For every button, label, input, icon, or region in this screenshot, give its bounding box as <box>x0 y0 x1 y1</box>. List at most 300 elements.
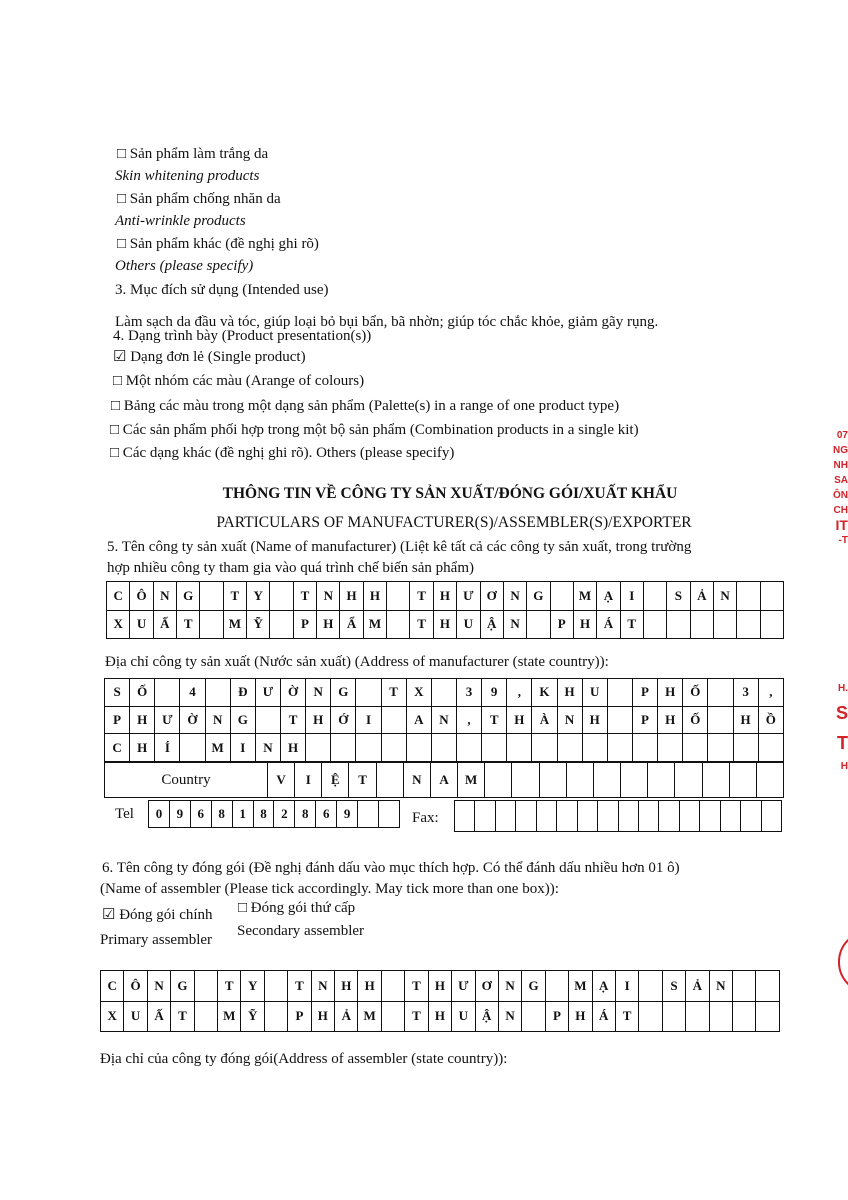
tel-cell: 2 <box>274 801 295 828</box>
country-cell: V <box>268 763 295 798</box>
tel-cell: 6 <box>190 801 211 828</box>
manufacturer-address-cell <box>255 706 280 734</box>
assembler-name-grid <box>100 970 780 1032</box>
manufacturer-address-cell: M <box>205 734 230 762</box>
manufacturer-address-row <box>105 679 784 707</box>
manufacturer-address-cell: H <box>507 706 532 734</box>
manufacturer-address-cell: T <box>381 679 406 707</box>
manufacturer-address-cell: , <box>758 679 783 707</box>
manufacturer-address-grid <box>104 678 784 762</box>
assembler-name-cell <box>709 1001 732 1032</box>
assembler-name-cell <box>756 1001 780 1032</box>
assembler-name-cell: H <box>358 971 381 1002</box>
manufacturer-address-cell: 9 <box>482 679 507 707</box>
manufacturer-name-cell <box>550 582 573 611</box>
assembler-name-cell: M <box>218 1001 241 1032</box>
manufacturer-address-cell: Ờ <box>180 706 205 734</box>
manufacturer-name-cell <box>760 582 783 611</box>
manufacturer-address-cell: H <box>733 706 758 734</box>
country-label: Country <box>105 763 268 798</box>
manufacturer-address-cell: H <box>130 706 155 734</box>
assembler-name-cell: C <box>101 971 124 1002</box>
manufacturer-address-cell: Ố <box>683 706 708 734</box>
manufacturer-address-cell: K <box>532 679 557 707</box>
manufacturer-name-cell: H <box>573 610 596 639</box>
option-other-forms: □ Các dạng khác (đề nghị ghi rõ). Others (please specify) <box>110 445 455 461</box>
country-cell <box>512 763 539 798</box>
manufacturer-name-row <box>107 610 784 639</box>
q4-presentation-label: 4. Dạng trình bày (Product presentation(s)) <box>113 328 372 344</box>
manufacturer-address-cell: Ố <box>130 679 155 707</box>
manufacturer-name-cell: H <box>340 582 363 611</box>
manufacturer-address-cell: I <box>230 734 255 762</box>
country-cell <box>648 763 675 798</box>
manufacturer-address-cell: N <box>306 679 331 707</box>
fax-cell <box>700 801 720 832</box>
manufacturer-name-cell: G <box>527 582 550 611</box>
option-anti-wrinkle-vi: □ Sản phẩm chống nhăn da <box>117 191 281 207</box>
assembler-name-cell <box>732 971 755 1002</box>
fax-cell <box>455 801 475 832</box>
manufacturer-address-cell <box>708 679 733 707</box>
country-cell <box>756 763 783 798</box>
primary-assembler-en: Primary assembler <box>100 932 213 948</box>
option-single-product: ☑ Dạng đơn lẻ (Single product) <box>113 349 306 365</box>
manufacturer-name-cell: U <box>130 610 153 639</box>
manufacturer-address-cell: H <box>306 706 331 734</box>
manufacturer-name-cell <box>200 610 223 639</box>
assembler-name-cell: Y <box>241 971 264 1002</box>
country-cell <box>539 763 566 798</box>
assembler-name-cell: N <box>147 971 170 1002</box>
option-combination: □ Các sản phẩm phối hợp trong một bộ sản phẩm (Combination products in a single kit) <box>110 422 639 438</box>
tel-cell: 8 <box>295 801 316 828</box>
manufacturer-name-cell: H <box>433 582 456 611</box>
manufacturer-name-cell: T <box>223 582 246 611</box>
manufacturer-address-cell <box>708 734 733 762</box>
q5-label-line2: hợp nhiều công ty tham gia vào quá trình chế biến sản phẩm) <box>107 560 475 576</box>
manufacturer-name-cell: Á <box>597 610 620 639</box>
tel-label: Tel <box>115 806 134 822</box>
manufacturer-address-cell: 4 <box>180 679 205 707</box>
assembler-name-cell: S <box>662 971 685 1002</box>
manufacturer-address-cell: P <box>632 679 657 707</box>
fax-cell <box>659 801 679 832</box>
tel-row <box>149 801 400 828</box>
assembler-name-cell <box>545 971 568 1002</box>
manufacturer-address-cell <box>381 734 406 762</box>
assembler-name-cell <box>639 971 662 1002</box>
manufacturer-address-cell <box>733 734 758 762</box>
manufacturer-address-cell <box>507 734 532 762</box>
assembler-name-cell: G <box>522 971 545 1002</box>
manufacturer-name-cell <box>270 582 293 611</box>
manufacturer-address-cell <box>482 734 507 762</box>
assembler-address-label: Địa chỉ của công ty đóng gói(Address of assembler (state country)): <box>100 1051 508 1067</box>
manufacturer-address-cell <box>708 706 733 734</box>
tel-cell <box>358 801 379 828</box>
stamp-text: H <box>840 761 848 772</box>
fax-cell <box>741 801 761 832</box>
manufacturer-address-cell <box>532 734 557 762</box>
assembler-name-cell: Ỹ <box>241 1001 264 1032</box>
manufacturer-address-cell: , <box>456 706 481 734</box>
manufacturer-name-cell: Ơ <box>480 582 503 611</box>
fax-cell <box>577 801 597 832</box>
tel-cell: 8 <box>211 801 232 828</box>
manufacturer-address-cell <box>180 734 205 762</box>
manufacturer-name-cell: Y <box>247 582 270 611</box>
fax-cell <box>536 801 556 832</box>
manufacturer-address-label: Địa chỉ công ty sản xuất (Nước sản xuất) (Address of manufacturer (state country)): <box>105 654 609 670</box>
manufacturer-address-cell: P <box>632 706 657 734</box>
manufacturer-name-cell <box>387 610 410 639</box>
assembler-name-cell: T <box>171 1001 194 1032</box>
assembler-name-cell <box>522 1001 545 1032</box>
manufacturer-name-cell: N <box>153 582 176 611</box>
assembler-name-cell: M <box>569 971 592 1002</box>
manufacturer-name-cell <box>690 610 713 639</box>
manufacturer-name-cell: N <box>713 582 736 611</box>
country-cell: T <box>349 763 376 798</box>
option-palette: □ Bảng các màu trong một dạng sản phẩm (Palette(s) in a range of one product type) <box>111 398 620 414</box>
assembler-name-cell: G <box>171 971 194 1002</box>
manufacturer-name-cell: T <box>293 582 316 611</box>
manufacturer-name-cell: T <box>620 610 643 639</box>
assembler-name-cell <box>686 1001 709 1032</box>
stamp-fragment <box>832 428 848 548</box>
country-cell: Ệ <box>322 763 349 798</box>
q5-label-line1: 5. Tên công ty sản xuất (Name of manufacturer) (Liệt kê tất cả các công ty sản xuất, trong trường <box>107 539 692 555</box>
manufacturer-address-cell: À <box>532 706 557 734</box>
manufacturer-address-row <box>105 734 784 762</box>
primary-assembler-option: ☑ Đóng gói chính <box>102 907 213 923</box>
fax-label: Fax: <box>412 810 439 826</box>
tel-cell: 8 <box>253 801 274 828</box>
manufacturer-address-cell <box>205 679 230 707</box>
assembler-name-cell <box>264 1001 287 1032</box>
assembler-name-cell: Ư <box>452 971 475 1002</box>
stamp-text: H. <box>838 683 848 694</box>
manufacturer-name-cell: H <box>433 610 456 639</box>
manufacturer-name-grid <box>106 581 784 639</box>
assembler-name-cell: T <box>405 1001 428 1032</box>
country-grid <box>104 762 784 798</box>
manufacturer-address-cell: Ớ <box>331 706 356 734</box>
manufacturer-address-cell: N <box>205 706 230 734</box>
manufacturer-address-cell: H <box>280 734 305 762</box>
assembler-name-cell: H <box>428 1001 451 1032</box>
assembler-name-cell <box>194 971 217 1002</box>
assembler-name-cell: N <box>311 971 334 1002</box>
manufacturer-name-cell: P <box>293 610 316 639</box>
assembler-name-cell: X <box>101 1001 124 1032</box>
tel-cell: 9 <box>169 801 190 828</box>
manufacturer-name-cell <box>713 610 736 639</box>
assembler-name-cell <box>194 1001 217 1032</box>
fax-row <box>455 801 782 832</box>
manufacturer-address-cell: N <box>255 734 280 762</box>
assembler-name-cell: N <box>498 1001 521 1032</box>
manufacturer-name-cell <box>643 582 666 611</box>
manufacturer-address-cell: C <box>105 734 130 762</box>
stamp-text: NG <box>833 445 848 456</box>
assembler-name-cell: P <box>545 1001 568 1032</box>
manufacturer-address-cell: 3 <box>456 679 481 707</box>
assembler-name-cell: P <box>288 1001 311 1032</box>
manufacturer-address-cell <box>557 734 582 762</box>
manufacturer-address-cell: H <box>658 679 683 707</box>
country-cell <box>675 763 702 798</box>
country-cell: I <box>295 763 322 798</box>
stamp-text: 07 <box>836 430 848 441</box>
manufacturer-address-cell: Ư <box>255 679 280 707</box>
assembler-name-cell: T <box>615 1001 638 1032</box>
manufacturer-name-cell: T <box>410 610 433 639</box>
manufacturer-address-cell: G <box>230 706 255 734</box>
manufacturer-name-cell <box>527 610 550 639</box>
assembler-name-cell: H <box>428 971 451 1002</box>
country-cell: A <box>430 763 457 798</box>
fax-cell <box>598 801 618 832</box>
tel-cell: 6 <box>316 801 337 828</box>
manufacturer-address-cell <box>456 734 481 762</box>
assembler-name-row <box>101 1001 780 1032</box>
assembler-name-cell <box>732 1001 755 1032</box>
assembler-name-row <box>101 971 780 1002</box>
manufacturer-name-cell: H <box>317 610 340 639</box>
assembler-name-cell: U <box>452 1001 475 1032</box>
fax-cell <box>516 801 536 832</box>
fax-cell <box>557 801 577 832</box>
assembler-name-cell: U <box>124 1001 147 1032</box>
country-cell: M <box>458 763 485 798</box>
country-cell: N <box>403 763 430 798</box>
manufacturer-name-cell: Ư <box>457 582 480 611</box>
manufacturer-address-cell <box>683 734 708 762</box>
manufacturer-address-cell: T <box>280 706 305 734</box>
stamp-text: IT <box>835 517 848 533</box>
manufacturer-name-cell: Ậ <box>480 610 503 639</box>
manufacturer-name-cell <box>667 610 690 639</box>
assembler-name-cell: Ấ <box>147 1001 170 1032</box>
tel-cell: 0 <box>149 801 170 828</box>
assembler-name-cell <box>381 971 404 1002</box>
manufacturer-address-cell: N <box>557 706 582 734</box>
manufacturer-address-cell <box>607 734 632 762</box>
assembler-name-cell: T <box>288 971 311 1002</box>
option-range-colours: □ Một nhóm các màu (Arange of colours) <box>113 373 365 389</box>
manufacturer-name-cell: Ỹ <box>247 610 270 639</box>
manufacturer-address-cell <box>582 734 607 762</box>
assembler-name-cell <box>662 1001 685 1032</box>
manufacturer-name-cell <box>737 582 760 611</box>
stamp-text: SA <box>834 475 848 486</box>
manufacturer-name-row <box>107 582 784 611</box>
assembler-name-cell: Ạ <box>592 971 615 1002</box>
assembler-name-cell <box>264 971 287 1002</box>
manufacturer-address-cell: X <box>406 679 431 707</box>
country-cell <box>376 763 403 798</box>
manufacturer-name-cell: Ạ <box>597 582 620 611</box>
manufacturer-address-cell: H <box>658 706 683 734</box>
manufacturer-address-cell: I <box>356 706 381 734</box>
option-skin-whitening-en: Skin whitening products <box>115 168 260 184</box>
manufacturer-address-cell <box>381 706 406 734</box>
manufacturer-name-cell: P <box>550 610 573 639</box>
manufacturer-address-cell: A <box>406 706 431 734</box>
assembler-name-cell: N <box>709 971 732 1002</box>
manufacturer-address-cell <box>658 734 683 762</box>
option-others-vi: □ Sản phẩm khác (đề nghị ghi rõ) <box>117 236 319 252</box>
fax-cell <box>679 801 699 832</box>
country-cell <box>593 763 620 798</box>
assembler-name-cell: Ả <box>335 1001 358 1032</box>
manufacturer-address-cell <box>406 734 431 762</box>
manufacturer-name-cell <box>760 610 783 639</box>
country-cell <box>729 763 756 798</box>
manufacturer-address-cell <box>758 734 783 762</box>
tel-cell: 1 <box>232 801 253 828</box>
manufacturer-name-cell <box>200 582 223 611</box>
option-anti-wrinkle-en: Anti-wrinkle products <box>115 213 246 229</box>
manufacturer-name-cell: M <box>223 610 246 639</box>
fax-cell <box>475 801 495 832</box>
manufacturer-name-cell: I <box>620 582 643 611</box>
manufacturer-address-cell: 3 <box>733 679 758 707</box>
country-cell <box>621 763 648 798</box>
manufacturer-name-cell: M <box>573 582 596 611</box>
manufacturer-name-cell: N <box>503 582 526 611</box>
manufacturer-address-cell <box>306 734 331 762</box>
assembler-name-cell: H <box>311 1001 334 1032</box>
manufacturer-address-cell: H <box>130 734 155 762</box>
manufacturer-address-cell: H <box>582 706 607 734</box>
stamp-text: NH <box>833 460 848 471</box>
secondary-assembler-en: Secondary assembler <box>237 923 365 939</box>
manufacturer-address-cell <box>431 679 456 707</box>
section-heading: THÔNG TIN VỀ CÔNG TY SẢN XUẤT/ĐÓNG GÓI/XUẤT KHẨU <box>222 485 678 502</box>
manufacturer-address-cell: N <box>431 706 456 734</box>
stamp-text: -T <box>838 535 848 546</box>
assembler-name-cell: Ô <box>124 971 147 1002</box>
option-skin-whitening-vi: □ Sản phẩm làm trắng da <box>117 146 269 162</box>
stamp-text: ÔN <box>833 490 848 501</box>
manufacturer-name-cell: G <box>177 582 200 611</box>
fax-cell <box>495 801 515 832</box>
q3-intended-use-value: Làm sạch da đầu và tóc, giúp loại bỏ bụi bẩn, bã nhờn; giúp tóc chắc khỏe, giảm gãy rụng. <box>115 314 659 330</box>
assembler-name-cell: N <box>498 971 521 1002</box>
country-cell <box>702 763 729 798</box>
option-others-en: Others (please specify) <box>115 258 254 274</box>
manufacturer-address-cell: U <box>582 679 607 707</box>
manufacturer-name-cell: U <box>457 610 480 639</box>
manufacturer-address-cell <box>356 734 381 762</box>
manufacturer-address-cell: Ờ <box>280 679 305 707</box>
stamp-fragment-2 <box>834 680 848 776</box>
manufacturer-name-cell: Ô <box>130 582 153 611</box>
country-row <box>105 763 784 798</box>
secondary-assembler-option: □ Đóng gói thứ cấp <box>238 900 356 916</box>
assembler-name-cell: Ả <box>686 971 709 1002</box>
tel-cell: 9 <box>337 801 358 828</box>
manufacturer-address-cell: H <box>557 679 582 707</box>
manufacturer-name-cell: Ấ <box>153 610 176 639</box>
tel-cell <box>378 801 399 828</box>
fax-cell <box>761 801 781 832</box>
manufacturer-address-cell: Ố <box>683 679 708 707</box>
assembler-name-cell <box>639 1001 662 1032</box>
manufacturer-address-cell: S <box>105 679 130 707</box>
manufacturer-name-cell: Ả <box>690 582 713 611</box>
manufacturer-name-cell <box>387 582 410 611</box>
manufacturer-name-cell: C <box>107 582 130 611</box>
assembler-name-cell: Ơ <box>475 971 498 1002</box>
assembler-name-cell: T <box>218 971 241 1002</box>
stamp-text: CH <box>833 505 848 516</box>
manufacturer-address-cell <box>356 679 381 707</box>
manufacturer-address-cell <box>431 734 456 762</box>
assembler-name-cell: Á <box>592 1001 615 1032</box>
manufacturer-address-cell <box>607 679 632 707</box>
fax-cell <box>618 801 638 832</box>
assembler-name-cell: H <box>335 971 358 1002</box>
manufacturer-name-cell: N <box>503 610 526 639</box>
stamp-text: S <box>835 703 848 723</box>
manufacturer-address-cell: Í <box>155 734 180 762</box>
tel-grid <box>148 800 400 828</box>
q3-intended-use-label: 3. Mục đích sử dụng (Intended use) <box>115 282 329 298</box>
manufacturer-address-cell <box>331 734 356 762</box>
assembler-name-cell: Ậ <box>475 1001 498 1032</box>
manufacturer-address-cell <box>155 679 180 707</box>
stamp-ring-fragment <box>838 930 848 994</box>
q6-label-line1: 6. Tên công ty đóng gói (Đề nghị đánh dấu vào mục thích hợp. Có thể đánh dấu nhiều hơn 01 ô) <box>102 860 680 876</box>
manufacturer-address-cell: Đ <box>230 679 255 707</box>
assembler-name-cell: M <box>358 1001 381 1032</box>
manufacturer-name-cell <box>643 610 666 639</box>
manufacturer-address-cell: T <box>482 706 507 734</box>
manufacturer-name-cell: M <box>363 610 386 639</box>
fax-cell <box>638 801 658 832</box>
manufacturer-address-cell <box>632 734 657 762</box>
manufacturer-name-cell: T <box>410 582 433 611</box>
manufacturer-name-cell <box>737 610 760 639</box>
manufacturer-name-cell: X <box>107 610 130 639</box>
manufacturer-address-cell <box>607 706 632 734</box>
fax-grid <box>454 800 782 832</box>
assembler-name-cell <box>756 971 780 1002</box>
q6-label-line2: (Name of assembler (Please tick accordingly. May tick more than one box)): <box>100 881 559 897</box>
manufacturer-name-cell: Ẩ <box>340 610 363 639</box>
manufacturer-name-cell: H <box>363 582 386 611</box>
manufacturer-address-cell: Ư <box>155 706 180 734</box>
manufacturer-address-cell: G <box>331 679 356 707</box>
assembler-name-cell <box>381 1001 404 1032</box>
manufacturer-address-cell: P <box>105 706 130 734</box>
country-cell <box>566 763 593 798</box>
manufacturer-address-cell: , <box>507 679 532 707</box>
assembler-name-cell: I <box>615 971 638 1002</box>
stamp-text: T <box>837 733 848 753</box>
manufacturer-address-row <box>105 706 784 734</box>
manufacturer-name-cell: S <box>667 582 690 611</box>
manufacturer-name-cell: T <box>177 610 200 639</box>
section-subheading: PARTICULARS OF MANUFACTURER(S)/ASSEMBLER(S)/EXPORTER <box>216 514 692 531</box>
fax-cell <box>720 801 740 832</box>
manufacturer-address-cell: Ồ <box>758 706 783 734</box>
assembler-name-cell: H <box>569 1001 592 1032</box>
